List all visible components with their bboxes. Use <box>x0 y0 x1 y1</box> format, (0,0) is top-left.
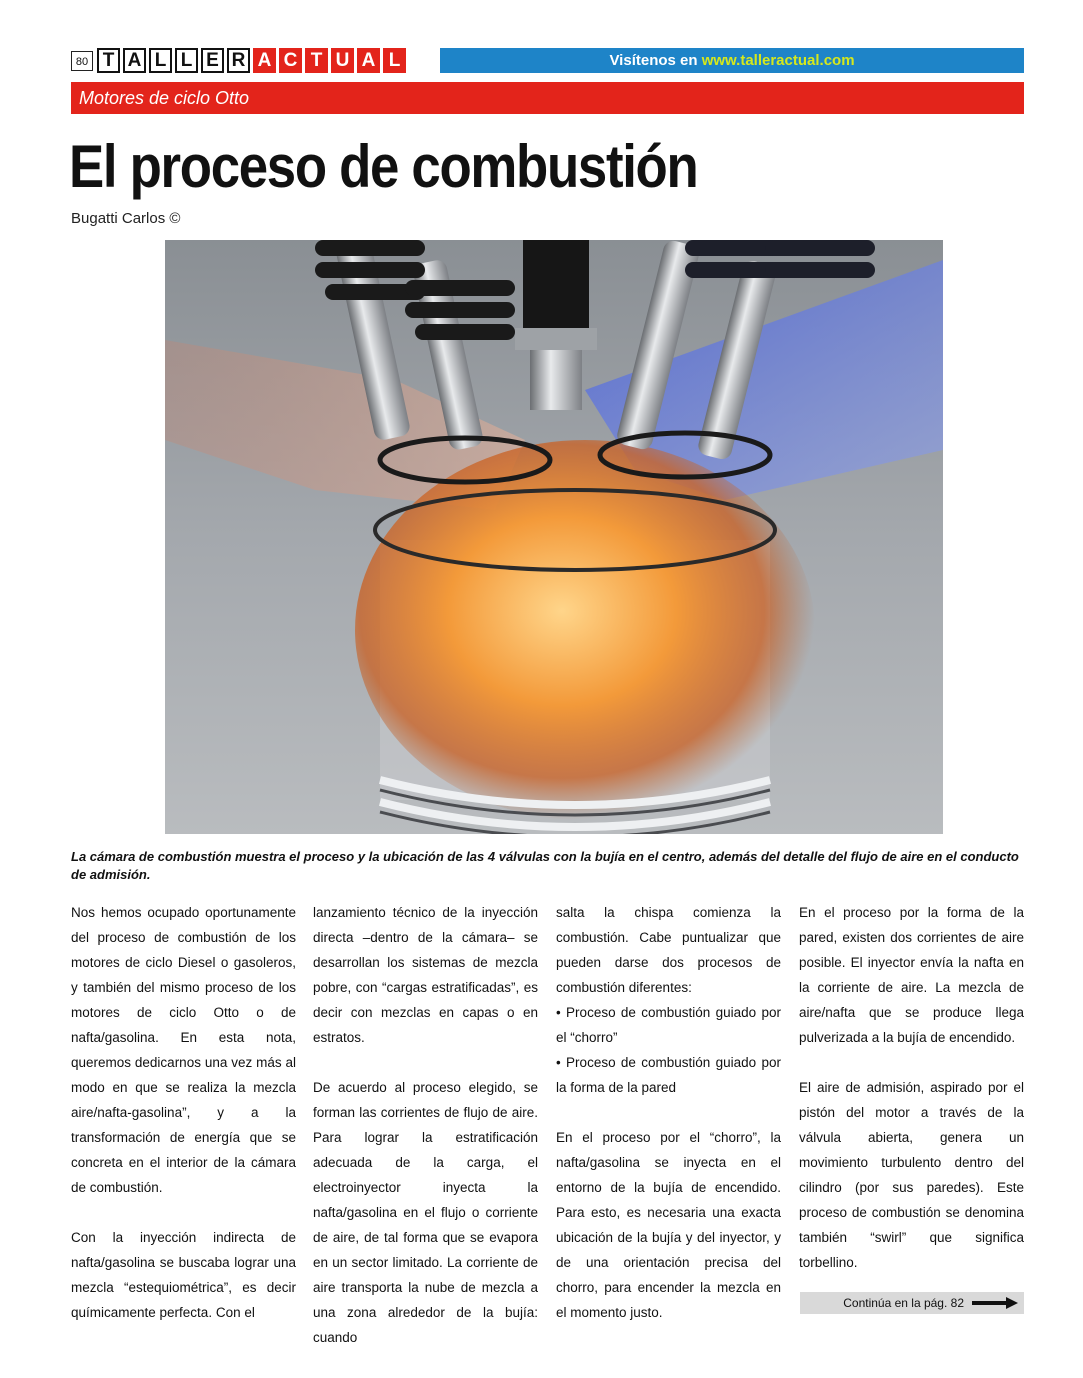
arrow-right-icon <box>972 1297 1018 1309</box>
website-link[interactable]: www.talleractual.com <box>701 52 855 69</box>
logo-letter: T <box>97 48 120 73</box>
paragraph: En el proceso por el “chorro”, la nafta/gasolina se inyecta en el entorno de la bujía de encendido. Para esto, es necesaria una exacta ubicación de la bujía y del inyector, y de una orientación precisa del chorro, para encender la mezcla en el momento justo. <box>556 1130 781 1320</box>
logo-letter: L <box>149 48 172 73</box>
logo-letter: T <box>305 48 328 73</box>
visit-text: Visítenos en <box>609 52 698 69</box>
magazine-logo <box>97 48 406 73</box>
text-column-4 <box>799 900 1024 1300</box>
logo-letter: C <box>279 48 302 73</box>
logo-letter: U <box>331 48 354 73</box>
text-column-3 <box>556 900 781 1350</box>
logo-letter: L <box>175 48 198 73</box>
page-number: 80 <box>71 51 93 71</box>
article-author: Bugatti Carlos © <box>71 210 181 227</box>
paragraph: De acuerdo al proceso elegido, se forman las corrientes de flujo de aire. Para lograr la estratificación adecuada de la carga, el electroinyector inyecta la nafta/gasolina en el flujo o corriente de aire, de tal forma que se evapora en un sector limitado. La corriente de aire transporta la nube de mezcla a una zona alrededor de la bujía: cuando <box>313 1080 538 1345</box>
logo-letter: A <box>357 48 380 73</box>
section-label: Motores de ciclo Otto <box>71 82 1024 114</box>
logo-letter: A <box>123 48 146 73</box>
logo-letter: L <box>383 48 406 73</box>
paragraph: • Proceso de combustión guiado por el “chorro” <box>556 1005 781 1045</box>
paragraph: Con la inyección indirecta de nafta/gasolina se buscaba lograr una mezcla “estequiométrica”, es decir químicamente perfecta. Con el <box>71 1230 296 1320</box>
logo-letter: A <box>253 48 276 73</box>
continue-label: Continúa en la pág. 82 <box>843 1296 964 1310</box>
paragraph: • Proceso de combustión guiado por la forma de la pared <box>556 1055 781 1095</box>
logo-letter: R <box>227 48 250 73</box>
combustion-chamber-image <box>165 240 943 834</box>
article-title: El proceso de combustión <box>69 133 698 200</box>
visit-banner <box>440 48 1024 73</box>
continue-link[interactable] <box>800 1292 1024 1314</box>
text-column-1 <box>71 900 296 1350</box>
paragraph: El aire de admisión, aspirado por el pistón del motor a través de la válvula abierta, genera un movimiento turbulento dentro del cilindro (por sus paredes). Este proceso de combustión se denomina también “swirl” que significa torbellino. <box>799 1080 1024 1270</box>
paragraph: lanzamiento técnico de la inyección directa –dentro de la cámara– se desarrollan los sistemas de mezcla pobre, con “cargas estratificadas”, es decir con mezclas en capas o en estratos. <box>313 905 538 1045</box>
paragraph: Nos hemos ocupado oportunamente del proceso de combustión de los motores de ciclo Diesel o gasoleros, y también del mismo proceso de los motores de ciclo Otto o de nafta/gasolina. En esta nota, queremos dedicarnos una vez más al modo en que se realiza la mezcla aire/nafta-gasolina”, y a la transformación de energía que se concreta en el interior de la cámara de combustión. <box>71 905 296 1195</box>
logo-letter: E <box>201 48 224 73</box>
paragraph: salta la chispa comienza la combustión. Cabe puntualizar que pueden darse dos procesos de combustión diferentes: <box>556 905 781 995</box>
text-column-2 <box>313 900 538 1375</box>
paragraph: En el proceso por la forma de la pared, existen dos corrientes de aire posible. El inyector envía la nafta en la corriente de aire. La mezcla de aire/nafta que se produce llega pulverizada a la bujía de encendido. <box>799 905 1024 1045</box>
image-caption: La cámara de combustión muestra el proceso y la ubicación de las 4 válvulas con la bujía en el centro, además del detalle del flujo de aire en el conducto de admisión. <box>71 849 1019 882</box>
